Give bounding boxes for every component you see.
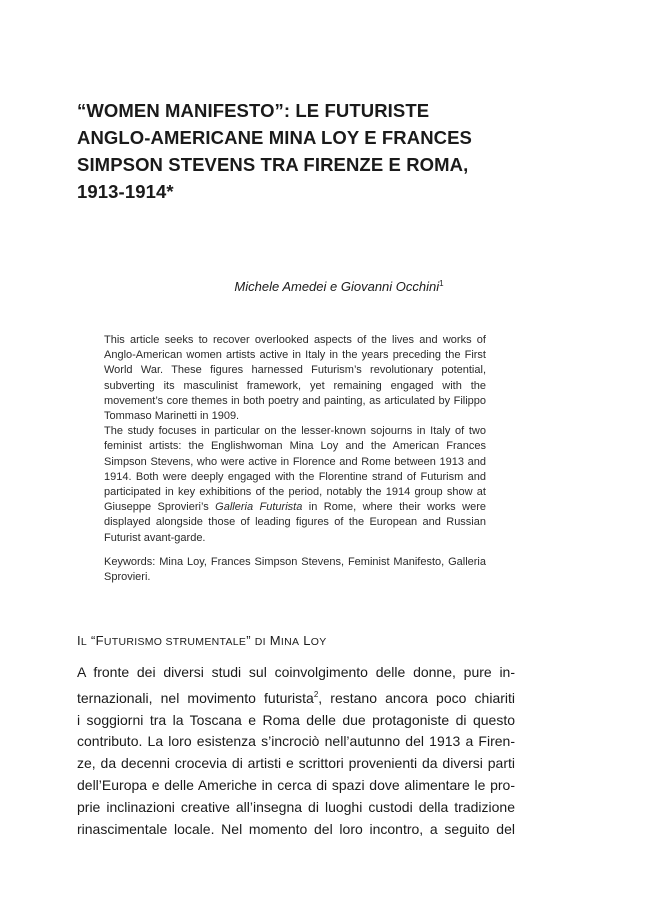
section-heading — [77, 633, 327, 650]
heading-smallcaps: UTURISMO STRUMENTALE — [103, 636, 247, 648]
body-line: prie inclinazioni creative all’insegna di luoghi custodi della tradizione — [77, 798, 515, 815]
abstract-paragraph-2 — [104, 424, 486, 546]
heading-initial: I — [77, 633, 81, 648]
footnote-ref-1[interactable]: 1 — [439, 279, 444, 288]
heading-initial: M — [269, 633, 281, 648]
title-line: 1913-1914* — [77, 181, 174, 202]
keywords: Keywords: Mina Loy, Frances Simpson Stevens, Feminist Manifesto, Galleria Sprovieri. — [104, 555, 486, 584]
heading-initial: F — [95, 633, 104, 648]
heading-smallcaps: L — [80, 636, 88, 648]
heading-initial: L — [303, 633, 311, 648]
title-line: ANGLO-AMERICANE MINA LOY E FRANCES — [77, 127, 472, 148]
heading-smallcaps: OY — [310, 636, 327, 648]
gallery-name: Galleria Futurista — [215, 501, 303, 514]
body-line: dell’Europa e delle Americhe in cerca di spazi dove alimentare le pro- — [77, 776, 515, 793]
body-line: i soggiorni tra la Toscana e Roma delle due protagoniste di questo — [77, 711, 515, 728]
abstract — [104, 333, 486, 585]
title-line: “WOMEN MANIFESTO”: LE FUTURISTE — [77, 100, 430, 121]
body-line: ze, da decenni crocevia di artisti e scrittori provenienti da diversi parti — [77, 755, 515, 772]
heading-smallcaps: DI — [254, 636, 266, 648]
title-line: SIMPSON STEVENS TRA FIRENZE E ROMA, — [77, 154, 469, 175]
abstract-paragraph-1: This article seeks to recover overlooked aspects of the lives and works of Anglo-American women artists active in Italy in the years preceding the First World War. These figures harnessed Futurism’s revolutionary potential, subverting its masculinist framework, yet remaining engaged with the movement’s core themes in both poetry and painting, as articulated by Filippo Tommaso Marinetti in 1909. — [104, 334, 486, 423]
article-title — [77, 97, 537, 205]
heading-quote-open: “ — [90, 633, 96, 648]
body-line-text: ternazionali, nel movimento futurista — [77, 689, 314, 706]
body-line: contributo. La loro esistenza s’incrociò nell’autunno del 1913 a Firen- — [77, 733, 515, 750]
heading-quote-close: ” — [246, 633, 251, 648]
abstract-p2-text-end: in Rome, where their works were displayed alongside those of leading figures of the European and Russian Futurist avant-garde. — [104, 501, 486, 544]
authors-line — [0, 275, 650, 296]
body-line: A fronte dei diversi studi sul coinvolgimento delle donne, pure in- — [77, 664, 515, 680]
body-line: rinascimentale locale. Nel momento del loro incontro, a seguito del — [77, 820, 515, 837]
body-line-text: , restano ancora poco chiariti — [318, 689, 516, 706]
body-line — [77, 684, 515, 710]
heading-smallcaps: INA — [280, 636, 300, 648]
body-paragraph — [77, 662, 515, 840]
footnote-ref-2[interactable]: 2 — [313, 689, 319, 699]
abstract-p2-text: The study focuses in particular on the lesser-known sojourns in Italy of two feminist artists: the Englishwoman Mina Loy and the American Frances Simpson Stevens, who were active in Florence and Rome between 1913 and 1914. Both were deeply engaged with the Florentine strand of Futurism and participated in key exhibitions of the period, notably the 1914 group show at Giuseppe Sprovieri’s — [104, 425, 486, 514]
authors-names: Michele Amedei e Giovanni Occhini — [234, 279, 440, 294]
